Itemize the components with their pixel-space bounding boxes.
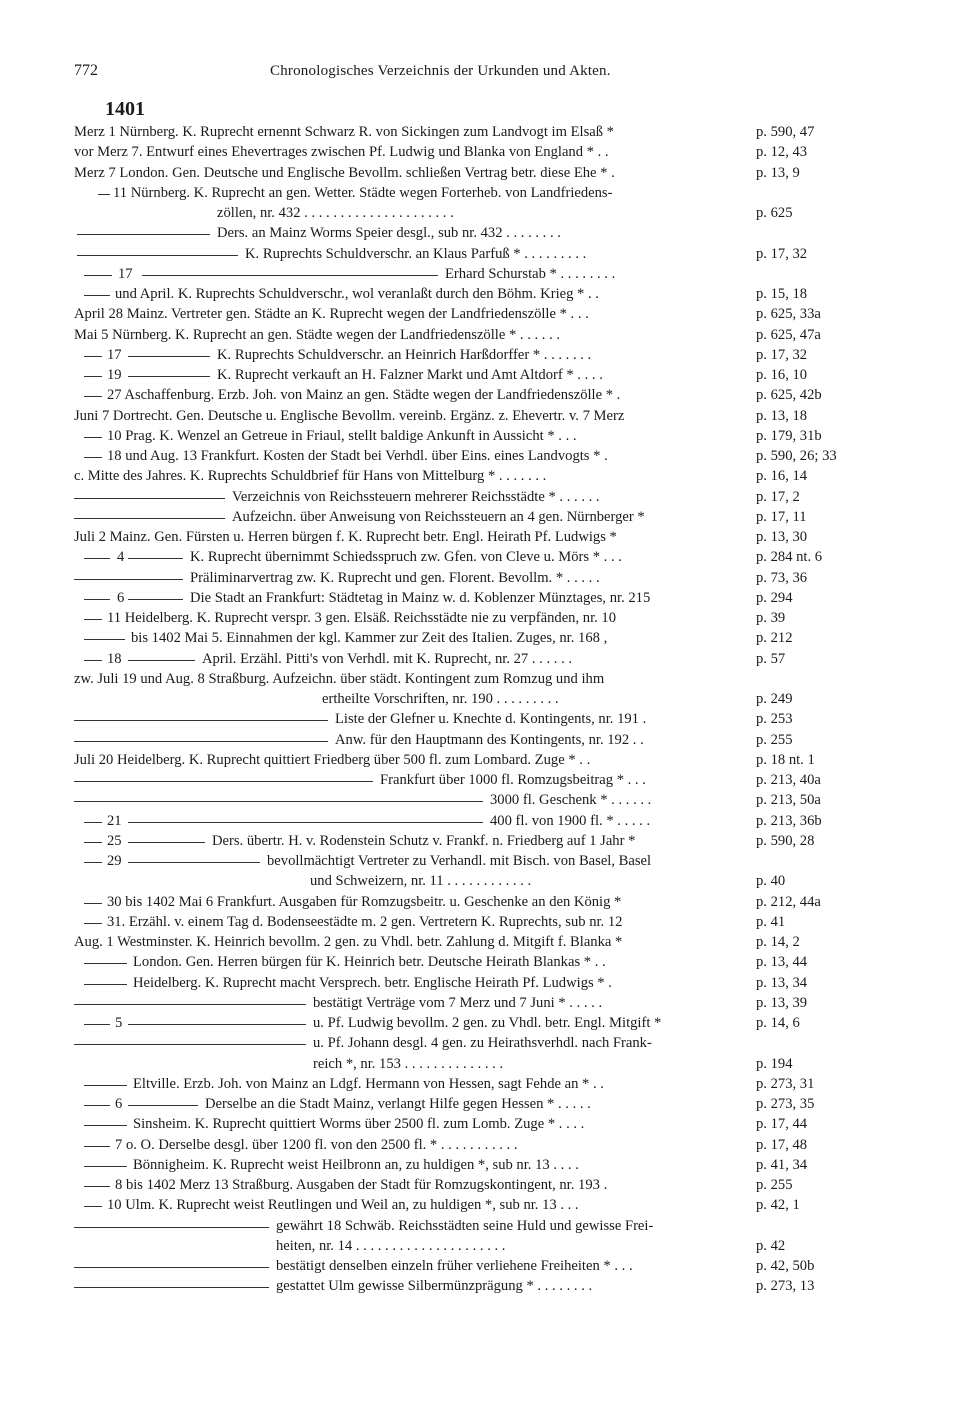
ditto-rule: [74, 720, 328, 721]
ditto-rule: [84, 660, 102, 661]
page-reference: p. 13, 44: [756, 954, 808, 971]
ditto-rule: [74, 1227, 269, 1228]
entry-line: [0, 1033, 960, 1053]
entry-text: 18: [107, 650, 122, 667]
entry-line: [0, 892, 960, 912]
entry-text: 17: [107, 346, 122, 363]
entry-line: [0, 487, 960, 507]
entry-line: [0, 730, 960, 750]
entry-text: 11 Heidelberg. K. Ruprecht verspr. 3 gen. Elsäß. Reichsstädte nie zu verpfänden, nr. 10: [107, 610, 617, 626]
page-reference: p. 17, 11: [756, 508, 807, 525]
entry-line: [0, 1074, 960, 1094]
entry-line: [0, 952, 960, 972]
entry-text: Mai 5 Nürnberg. K. Ruprecht an gen. Städte wegen der Landfriedenszölle * . . . . . .: [74, 326, 561, 343]
entry-line: [0, 426, 960, 446]
page-reference: p. 14, 6: [756, 1015, 800, 1031]
page-reference: p. 13, 30: [756, 529, 808, 545]
entry-line: [0, 284, 960, 304]
ditto-rule: [84, 437, 102, 438]
entry-text: 11 Nürnberg. K. Ruprecht an gen. Wetter. Städte wegen Forterheb. von Landfriedens-: [113, 184, 613, 201]
page-reference: p. 15, 18: [756, 286, 808, 302]
entry-text: Juli 20 Heidelberg. K. Ruprecht quittiert Friedberg über 500 fl. zum Lombard. Zuge * . .: [74, 751, 591, 768]
page-reference: p. 255: [756, 731, 793, 748]
entry-line: [0, 304, 960, 324]
ditto-rule: [84, 1146, 110, 1147]
entry-text: 31. Erzähl. v. einem Tag d. Bodenseestädte m. 2 gen. Vertretern K. Ruprechts, sub nr. 12: [107, 913, 623, 930]
ditto-rule: [84, 822, 102, 823]
entry-line: [0, 1155, 960, 1175]
page-reference: p. 12, 43: [756, 144, 808, 161]
entry-text: 8 bis 1402 Merz 13 Straßburg. Ausgaben der Stadt für Romzugskontingent, nr. 193 .: [115, 1177, 608, 1193]
ditto-rule: [74, 579, 183, 580]
ditto-rule: [128, 599, 183, 600]
entry-line: [0, 264, 960, 284]
page-reference: p. 273, 35: [756, 1096, 815, 1112]
page-reference: p. 13, 39: [756, 994, 808, 1011]
entry-line: [0, 912, 960, 932]
page-reference: p. 590, 28: [756, 832, 815, 849]
entry-line: [0, 142, 960, 162]
entry-text: Eltville. Erzb. Joh. von Mainz an Ldgf. Hermann von Hessen, sagt Fehde an * . .: [133, 1075, 604, 1092]
entry-text: 6: [115, 1096, 123, 1112]
ditto-rule: [84, 356, 102, 357]
entry-text: Aufzeichn. über Anweisung von Reichssteuern an 4 gen. Nürnberger *: [232, 508, 645, 525]
entry-line: [0, 993, 960, 1013]
entry-text: London. Gen. Herren bürgen für K. Heinrich betr. Deutsche Heirath Blankas * . .: [133, 954, 606, 971]
entry-line: [0, 1135, 960, 1155]
entry-text: 5: [115, 1015, 123, 1031]
entry-line: [0, 203, 960, 223]
ditto-rule: [98, 194, 110, 195]
entry-text-continued: K. Ruprecht verkauft an H. Falzner Markt und Amt Altdorf * . . . .: [217, 367, 603, 383]
ditto-rule: [77, 234, 210, 235]
ditto-rule: [74, 498, 225, 499]
ditto-rule: [84, 1105, 110, 1106]
entry-text-continued: 400 fl. von 1900 fl. * . . . . .: [490, 812, 651, 829]
page-reference: p. 194: [756, 1055, 793, 1072]
entry-line: [0, 345, 960, 365]
page-reference: p. 273, 31: [756, 1075, 815, 1092]
page-reference: p. 16, 14: [756, 468, 808, 485]
page-reference: p. 13, 9: [756, 164, 800, 181]
ditto-rule: [84, 396, 102, 397]
entry-text-continued: u. Pf. Ludwig bevollm. 2 gen. zu Vhdl. betr. Engl. Mitgift *: [313, 1015, 662, 1031]
ditto-rule: [77, 255, 238, 256]
entry-text: 3000 fl. Geschenk * . . . . . .: [490, 792, 652, 809]
page-reference: p. 41, 34: [756, 1156, 808, 1173]
page-reference: p. 179, 31b: [756, 427, 822, 444]
entry-text: heiten, nr. 14 . . . . . . . . . . . . . . . . . . . . .: [276, 1237, 506, 1254]
page-reference: p. 17, 44: [756, 1116, 808, 1133]
entry-line: [0, 1114, 960, 1134]
entry-text-continued: Ders. übertr. H. v. Rodenstein Schutz v. Frankf. n. Friedberg auf 1 Jahr *: [212, 832, 636, 849]
page-reference: p. 18 nt. 1: [756, 751, 815, 768]
entry-text-continued: bevollmächtigt Vertreter zu Verhandl. mit Bisch. von Basel, Basel: [267, 853, 652, 869]
entry-line: [0, 568, 960, 588]
ditto-rule: [128, 356, 210, 357]
entry-text: bis 1402 Mai 5. Einnahmen der kgl. Kammer zur Zeit des Italien. Zuges, nr. 168 ,: [131, 630, 608, 647]
entry-text: 18 und Aug. 13 Frankfurt. Kosten der Stadt bei Verhdl. über Eins. eines Landvogts * .: [107, 448, 608, 464]
entry-line: [0, 770, 960, 790]
entry-line: [0, 831, 960, 851]
ditto-rule: [84, 639, 125, 640]
page-number: 772: [74, 62, 98, 79]
ditto-rule: [128, 842, 205, 843]
entry-text: Liste der Glefner u. Knechte d. Kontingents, nr. 191 .: [335, 711, 647, 728]
ditto-rule: [128, 660, 195, 661]
year-heading: 1401: [105, 98, 145, 120]
entry-line: [0, 1256, 960, 1276]
entry-line: [0, 790, 960, 810]
ditto-rule: [84, 558, 110, 559]
ditto-rule: [74, 1287, 269, 1288]
page-reference: p. 212: [756, 630, 793, 647]
page-reference: p. 42, 50b: [756, 1258, 815, 1274]
entry-text: bestätigt Verträge vom 7 Merz und 7 Juni * . . . . .: [313, 994, 603, 1011]
ditto-rule: [128, 862, 260, 863]
entry-line: [0, 628, 960, 648]
entry-text: bestätigt denselben einzeln früher verliehene Freiheiten * . . .: [276, 1258, 633, 1274]
entry-line: [0, 365, 960, 385]
entry-line: [0, 851, 960, 871]
entry-line: [0, 183, 960, 203]
entry-text: und Schweizern, nr. 11 . . . . . . . . . . . .: [310, 873, 532, 890]
entry-text: Verzeichnis von Reichssteuern mehrerer Reichsstädte * . . . . . .: [232, 488, 600, 505]
ditto-rule: [84, 1206, 102, 1207]
entry-line: [0, 507, 960, 527]
entry-text-continued: Erhard Schurstab * . . . . . . . .: [445, 265, 616, 282]
entry-line: [0, 1236, 960, 1256]
entry-text: gestattet Ulm gewisse Silbermünzprägung * . . . . . . . .: [276, 1278, 593, 1295]
running-title: Chronologisches Verzeichnis der Urkunden und Akten.: [270, 63, 611, 79]
ditto-rule: [84, 862, 102, 863]
page-reference: p. 40: [756, 873, 786, 890]
entry-line: [0, 1276, 960, 1296]
ditto-rule: [128, 1105, 198, 1106]
entry-line: [0, 811, 960, 831]
entry-line: [0, 973, 960, 993]
page-reference: p. 41: [756, 913, 786, 930]
entry-text: 4: [117, 549, 125, 566]
entry-line: [0, 406, 960, 426]
page-reference: p. 625: [756, 205, 793, 221]
page-reference: p. 294: [756, 589, 793, 606]
page-reference: p. 57: [756, 650, 786, 667]
entry-text: Frankfurt über 1000 fl. Romzugsbeitrag * . . .: [380, 772, 646, 788]
page-reference: p. 625, 42b: [756, 387, 822, 404]
entry-text: Bönnigheim. K. Ruprecht weist Heilbronn an, zu huldigen *, sub nr. 13 . . . .: [133, 1156, 579, 1173]
entry-text: gewährt 18 Schwäb. Reichsstädten seine Huld und gewisse Frei-: [276, 1217, 654, 1234]
ditto-rule: [84, 1125, 127, 1126]
page-reference: p. 213, 36b: [756, 812, 822, 829]
page-reference: p. 249: [756, 691, 793, 707]
entry-text: 21: [107, 812, 122, 829]
entry-line: [0, 325, 960, 345]
entry-line: [0, 1094, 960, 1114]
entry-line: [0, 1195, 960, 1215]
ditto-rule: [84, 295, 110, 296]
entry-line: [0, 244, 960, 264]
page-reference: p. 284 nt. 6: [756, 549, 823, 566]
entry-line: [0, 466, 960, 486]
page-reference: p. 625, 33a: [756, 306, 821, 323]
ditto-rule: [84, 599, 110, 600]
ditto-rule: [84, 619, 102, 620]
ditto-rule: [74, 741, 328, 742]
entry-text: 10 Ulm. K. Ruprecht weist Reutlingen und Weil an, zu huldigen *, sub nr. 13 . . .: [107, 1197, 579, 1214]
entry-line: [0, 547, 960, 567]
ditto-rule: [84, 842, 102, 843]
entry-text: Juli 2 Mainz. Gen. Fürsten u. Herren bürgen f. K. Ruprecht betr. Engl. Heirath Pf. Ludwigs *: [74, 529, 617, 545]
entry-line: [0, 1175, 960, 1195]
page-reference: p. 273, 13: [756, 1278, 815, 1295]
ditto-rule: [128, 376, 210, 377]
entry-text: Merz 7 London. Gen. Deutsche und Englische Bevollm. schließen Vertrag betr. diese Ehe * .: [74, 164, 615, 181]
ditto-rule: [84, 1186, 110, 1187]
page-reference: p. 625, 47a: [756, 326, 821, 343]
entry-text: ertheilte Vorschriften, nr. 190 . . . . . . . . .: [322, 691, 559, 707]
page-reference: p. 590, 26; 33: [756, 448, 837, 464]
page-reference: p. 17, 48: [756, 1136, 808, 1153]
entry-line: [0, 608, 960, 628]
ditto-rule: [84, 963, 127, 964]
entry-text: Merz 1 Nürnberg. K. Ruprecht ernennt Schwarz R. von Sickingen zum Landvogt im Elsaß *: [74, 124, 614, 140]
ditto-rule: [74, 801, 483, 802]
entry-text-continued: April. Erzähl. Pitti's von Verhdl. mit K. Ruprecht, nr. 27 . . . . . .: [202, 650, 573, 667]
ditto-rule: [74, 518, 225, 519]
entry-line: [0, 1216, 960, 1236]
ditto-rule: [84, 923, 102, 924]
ditto-rule: [84, 903, 102, 904]
entry-text: 25: [107, 832, 122, 849]
entry-text: Sinsheim. K. Ruprecht quittiert Worms über 2500 fl. zum Lomb. Zuge * . . . .: [133, 1116, 585, 1133]
entry-text-continued: K. Ruprechts Schuldverschr. an Heinrich Harßdorffer * . . . . . . .: [217, 346, 592, 363]
entry-text-continued: Die Stadt an Frankfurt: Städtetag in Mainz w. d. Koblenzer Münztages, nr. 215: [190, 589, 651, 606]
entry-text: 27 Aschaffenburg. Erzb. Joh. von Mainz an gen. Städte wegen der Landfriedenszölle * .: [107, 387, 621, 404]
page-reference: p. 42, 1: [756, 1197, 800, 1214]
entry-line: [0, 527, 960, 547]
page-reference: p. 42: [756, 1237, 786, 1254]
entry-text: 7 o. O. Derselbe desgl. über 1200 fl. von den 2500 fl. * . . . . . . . . . . .: [115, 1136, 518, 1153]
page-reference: p. 14, 2: [756, 934, 800, 950]
entry-line: [0, 649, 960, 669]
entry-text: vor Merz 7. Entwurf eines Ehevertrages zwischen Pf. Ludwig und Blanka von England * . .: [74, 144, 609, 161]
page-reference: p. 213, 40a: [756, 772, 821, 788]
entry-line: [0, 1054, 960, 1074]
page-reference: p. 13, 18: [756, 407, 808, 424]
entry-text: zöllen, nr. 432 . . . . . . . . . . . . . . . . . . . . .: [217, 205, 454, 221]
entry-line: [0, 932, 960, 952]
entry-text: April 28 Mainz. Vertreter gen. Städte an K. Ruprecht wegen der Landfriedenszölle * . . .: [74, 306, 589, 323]
entry-line: [0, 446, 960, 466]
entry-line: [0, 669, 960, 689]
ditto-rule: [74, 1044, 306, 1045]
entry-text: 6: [117, 589, 125, 606]
entry-line: [0, 750, 960, 770]
ditto-rule: [142, 275, 438, 276]
entry-line: [0, 385, 960, 405]
ditto-rule: [84, 1166, 127, 1167]
ditto-rule: [74, 781, 373, 782]
ditto-rule: [84, 275, 112, 276]
entry-text-continued: K. Ruprecht übernimmt Schiedsspruch zw. Gfen. von Cleve u. Mörs * . . .: [190, 549, 622, 566]
page-reference: p. 212, 44a: [756, 893, 821, 910]
entry-text: 10 Prag. K. Wenzel an Getreue in Friaul, stellt baldige Ankunft in Aussicht * . . .: [107, 427, 577, 444]
ditto-rule: [128, 1024, 306, 1025]
ditto-rule: [84, 1085, 127, 1086]
ditto-rule: [128, 822, 483, 823]
ditto-rule: [84, 1024, 110, 1025]
entry-text: c. Mitte des Jahres. K. Ruprechts Schuldbrief für Hans von Mittelburg * . . . . . . .: [74, 468, 547, 485]
entry-line: [0, 871, 960, 891]
ditto-rule: [84, 984, 127, 985]
page-reference: p. 17, 2: [756, 488, 800, 505]
page-reference: p. 253: [756, 711, 793, 728]
entry-text: Aug. 1 Westminster. K. Heinrich bevollm. 2 gen. zu Vhdl. betr. Zahlung d. Mitgift f. Blanka *: [74, 934, 623, 950]
ditto-rule: [84, 457, 102, 458]
entry-text: 30 bis 1402 Mai 6 Frankfurt. Ausgaben für Romzugsbeitr. u. Geschenke an den König *: [107, 893, 622, 910]
ditto-rule: [74, 1267, 269, 1268]
entry-text: reich *, nr. 153 . . . . . . . . . . . . . .: [313, 1055, 504, 1072]
entry-line: [0, 1013, 960, 1033]
page-reference: p. 17, 32: [756, 245, 808, 262]
page-reference: p. 13, 34: [756, 974, 808, 991]
entry-line: [0, 689, 960, 709]
entry-text: 17: [118, 265, 133, 282]
entry-line: [0, 709, 960, 729]
page-reference: p. 16, 10: [756, 367, 808, 383]
entry-line: [0, 588, 960, 608]
ditto-rule: [84, 376, 102, 377]
page-reference: p. 590, 47: [756, 124, 815, 140]
entry-line: [0, 122, 960, 142]
entry-text: K. Ruprechts Schuldverschr. an Klaus Parfuß * . . . . . . . . .: [245, 245, 587, 262]
entry-text: Juni 7 Dortrecht. Gen. Deutsche u. Englische Bevollm. vereinb. Ergänz. z. Ehevertr. v. 7 Merz: [74, 407, 625, 424]
ditto-rule: [128, 558, 183, 559]
entry-text: Ders. an Mainz Worms Speier desgl., sub nr. 432 . . . . . . . .: [217, 225, 561, 242]
page-reference: p. 39: [756, 610, 786, 626]
ditto-rule: [74, 1004, 306, 1005]
entry-text: 29: [107, 853, 122, 869]
page-reference: p. 213, 50a: [756, 792, 821, 809]
page-reference: p. 17, 32: [756, 346, 808, 363]
page-reference: p. 73, 36: [756, 569, 808, 586]
entry-text-continued: Derselbe an die Stadt Mainz, verlangt Hilfe gegen Hessen * . . . . .: [205, 1096, 591, 1112]
entry-text: Anw. für den Hauptmann des Kontingents, nr. 192 . .: [335, 731, 644, 748]
page-reference: p. 255: [756, 1177, 793, 1193]
entry-line: [0, 163, 960, 183]
entry-text: u. Pf. Johann desgl. 4 gen. zu Heirathsverhdl. nach Frank-: [313, 1035, 652, 1052]
entry-text: und April. K. Ruprechts Schuldverschr., wol veranlaßt durch den Böhm. Krieg * . .: [115, 286, 599, 302]
entry-line: [0, 223, 960, 243]
entry-text: Heidelberg. K. Ruprecht macht Versprech. betr. Englische Heirath Pf. Ludwigs * .: [133, 974, 612, 991]
entry-text: Präliminarvertrag zw. K. Ruprecht und gen. Florent. Bevollm. * . . . . .: [190, 569, 600, 586]
entry-text: 19: [107, 367, 122, 383]
entry-text: zw. Juli 19 und Aug. 8 Straßburg. Aufzeichn. über städt. Kontingent zum Romzug und ihm: [74, 670, 605, 687]
